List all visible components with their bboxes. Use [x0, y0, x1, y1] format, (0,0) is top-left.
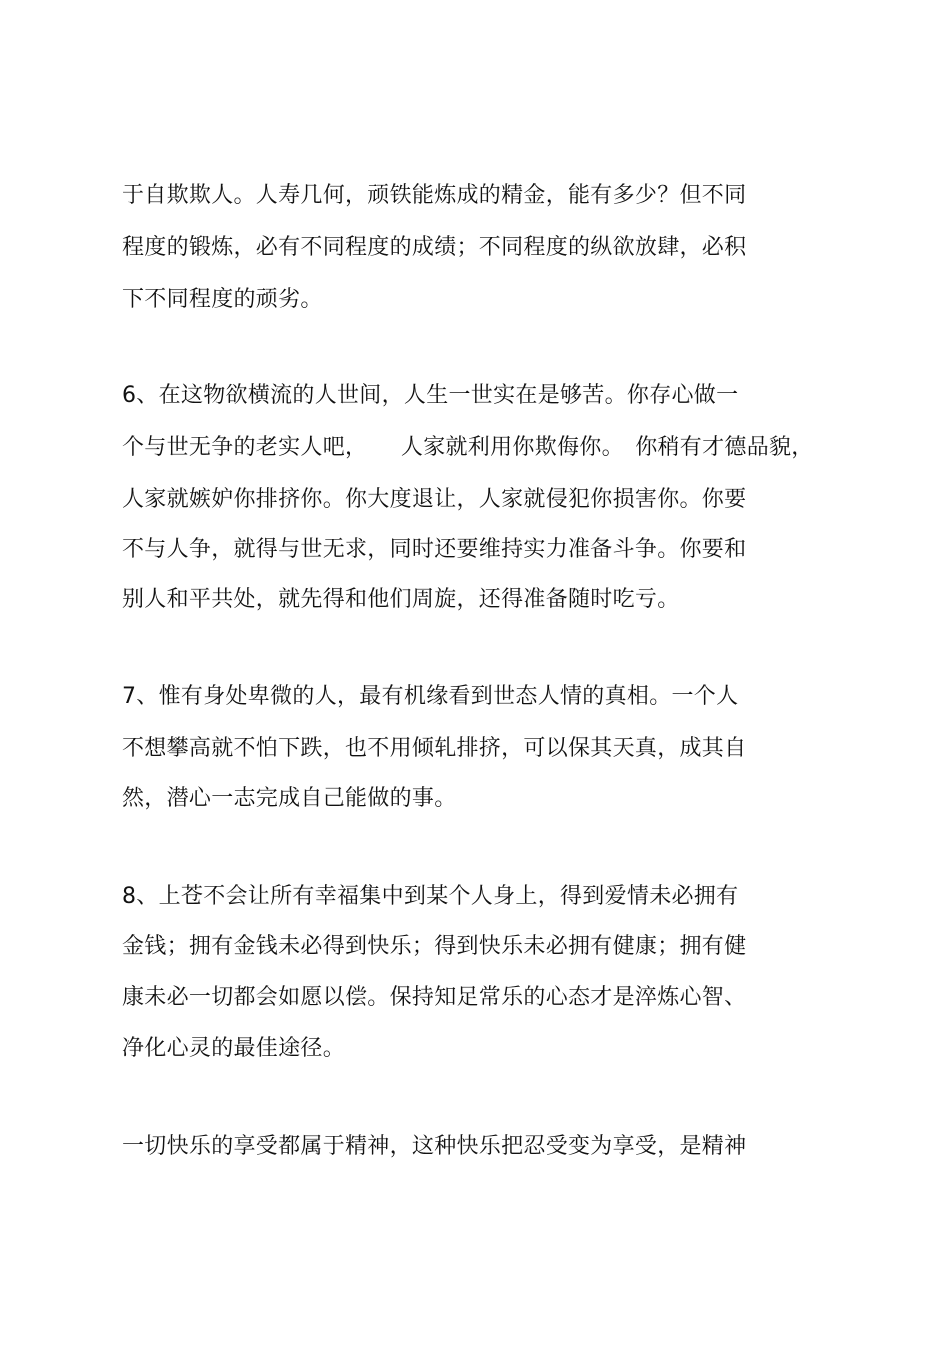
text-line: 别人和平共处，就先得和他们周旋，还得准备随时吃亏。	[122, 587, 680, 612]
text-line: 6、在这物欲横流的人世间，人生一世实在是够苦。你存心做一	[122, 383, 739, 408]
text-line: 人家就嫉妒你排挤你。你大度退让，人家就侵犯你损害你。你要	[122, 487, 747, 512]
text-line: 7、惟有身处卑微的人，最有机缘看到世态人情的真相。一个人	[122, 684, 739, 709]
text-line: 康未必一切都会如愿以偿。保持知足常乐的心态才是淬炼心智、	[122, 985, 747, 1010]
text-line: 下不同程度的顽劣。	[122, 287, 323, 312]
text-line: 不想攀高就不怕下跌，也不用倾轧排挤，可以保其天真，成其自	[122, 736, 747, 761]
text-line: 金钱；拥有金钱未必得到快乐；得到快乐未必拥有健康；拥有健	[122, 934, 747, 959]
text-line: 个与世无争的老实人吧， 人家就利用你欺侮你。 你稍有才德品貌，	[122, 435, 814, 460]
text-line: 净化心灵的最佳途径。	[122, 1036, 346, 1061]
text-line: 8、上苍不会让所有幸福集中到某个人身上，得到爱情未必拥有	[122, 884, 739, 909]
text-line: 一切快乐的享受都属于精神，这种快乐把忍受变为享受，是精神	[122, 1134, 747, 1159]
text-line: 不与人争，就得与世无求，同时还要维持实力准备斗争。你要和	[122, 537, 747, 562]
text-line: 然，潜心一志完成自己能做的事。	[122, 786, 457, 811]
text-line: 程度的锻炼，必有不同程度的成绩；不同程度的纵欲放肆，必积	[122, 235, 747, 260]
text-line: 于自欺欺人。人寿几何，顽铁能炼成的精金，能有多少？但不同	[122, 183, 747, 208]
